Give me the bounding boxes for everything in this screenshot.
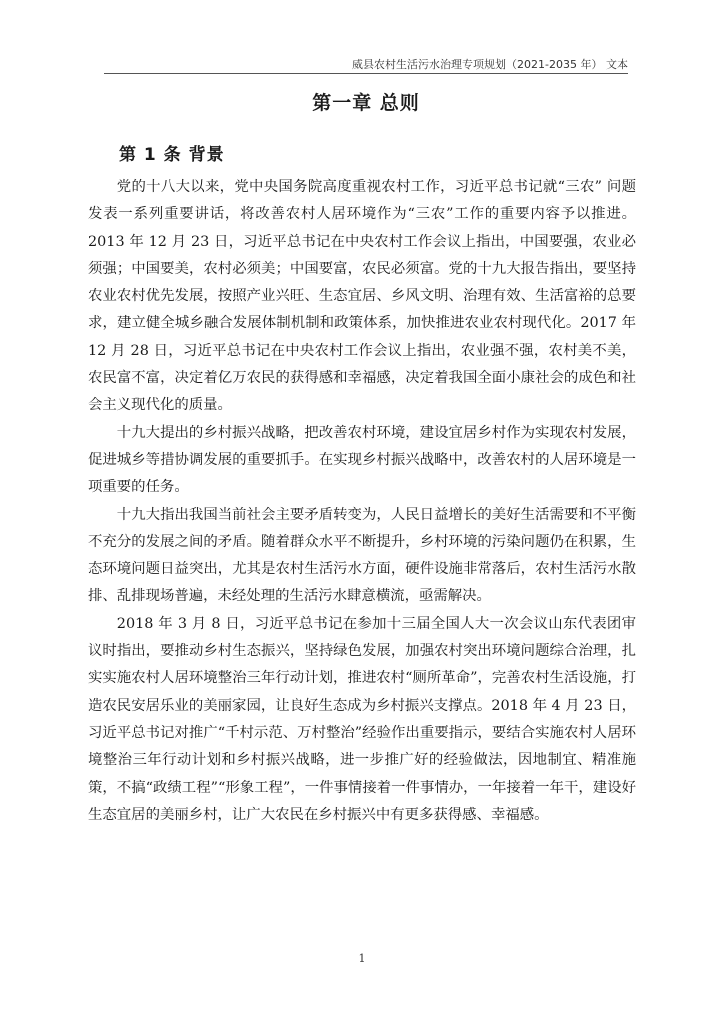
paragraph: 十九大指出我国当前社会主要矛盾转变为，人民日益增长的美好生活需要和不平衡不充分的发展之间的矛盾。随着群众水平不断提升，乡村环境的污染问题仍在积累，生态环境问题日益突出，尤其是农村生活污水方面，硬件设施非常落后，农村生活污水散排、乱排现场普遍，未经处理的生活污水肆意横流，亟需解决。 (88, 506, 636, 605)
paragraph: 党的十八大以来，党中央国务院高度重视农村工作，习近平总书记就“三农” 问题发表一系列重要讲话，将改善农村人居环境作为“三农”工作的重要内容予以推进。2013 年 12 月 23 日，习近平总书记在中央农村工作会议上指出，中国要强，农业必须强；中国要美，农村必须美；中国要富，农民必须富。党的十九大报告指出，要坚持农业农村优先发展，按照产业兴旺、生态宜居、乡风文明、治理有效、生活富裕的总要求，建立健全城乡融合发展体制机制和政策体系，加快推进农业农村现代化。2017 年 12 月 28 日，习近平总书记在中央农村工作会议上指出，农业强不强，农村美不美，农民富不富，决定着亿万农民的获得感和幸福感，决定着我国全面小康社会的成色和社会主义现代化的质量。 (88, 179, 636, 414)
running-header: 威县农村生活污水治理专项规划（2021-2035 年） 文本 (352, 58, 628, 71)
body-text (88, 174, 636, 829)
chapter-title: 第一章 总则 (312, 92, 420, 114)
article-title: 第 1 条 背景 (119, 145, 225, 165)
paragraph: 2018 年 3 月 8 日，习近平总书记在参加十三届全国人大一次会议山东代表团审议时指出，要推动乡村生态振兴，坚持绿色发展，加强农村突出环境问题综合治理，扎实实施农村人居环境整治三年行动计划，推进农村“厕所革命”，完善农村生活设施，打造农民安居乐业的美丽家园，让良好生态成为乡村振兴支撑点。2018 年 4 月 23 日，习近平总书记对推广“千村示范、万村整治”经验作出重要指示，要结合实施农村人居环境整治三年行动计划和乡村振兴战略，进一步推广好的经验做法，因地制宜、精准施策，不搞“政绩工程”“形象工程”，一件事情接着一件事情办，一年接着一年干，建设好生态宜居的美丽乡村，让广大农民在乡村振兴中有更多获得感、幸福感。 (88, 615, 636, 823)
header-rule (104, 73, 628, 74)
page-number: 1 (358, 952, 366, 965)
paragraph: 十九大提出的乡村振兴战略，把改善农村环境，建设宜居乡村作为实现农村发展，促进城乡等措协调发展的重要抓手。在实现乡村振兴战略中，改善农村的人居环境是一项重要的任务。 (88, 424, 636, 496)
